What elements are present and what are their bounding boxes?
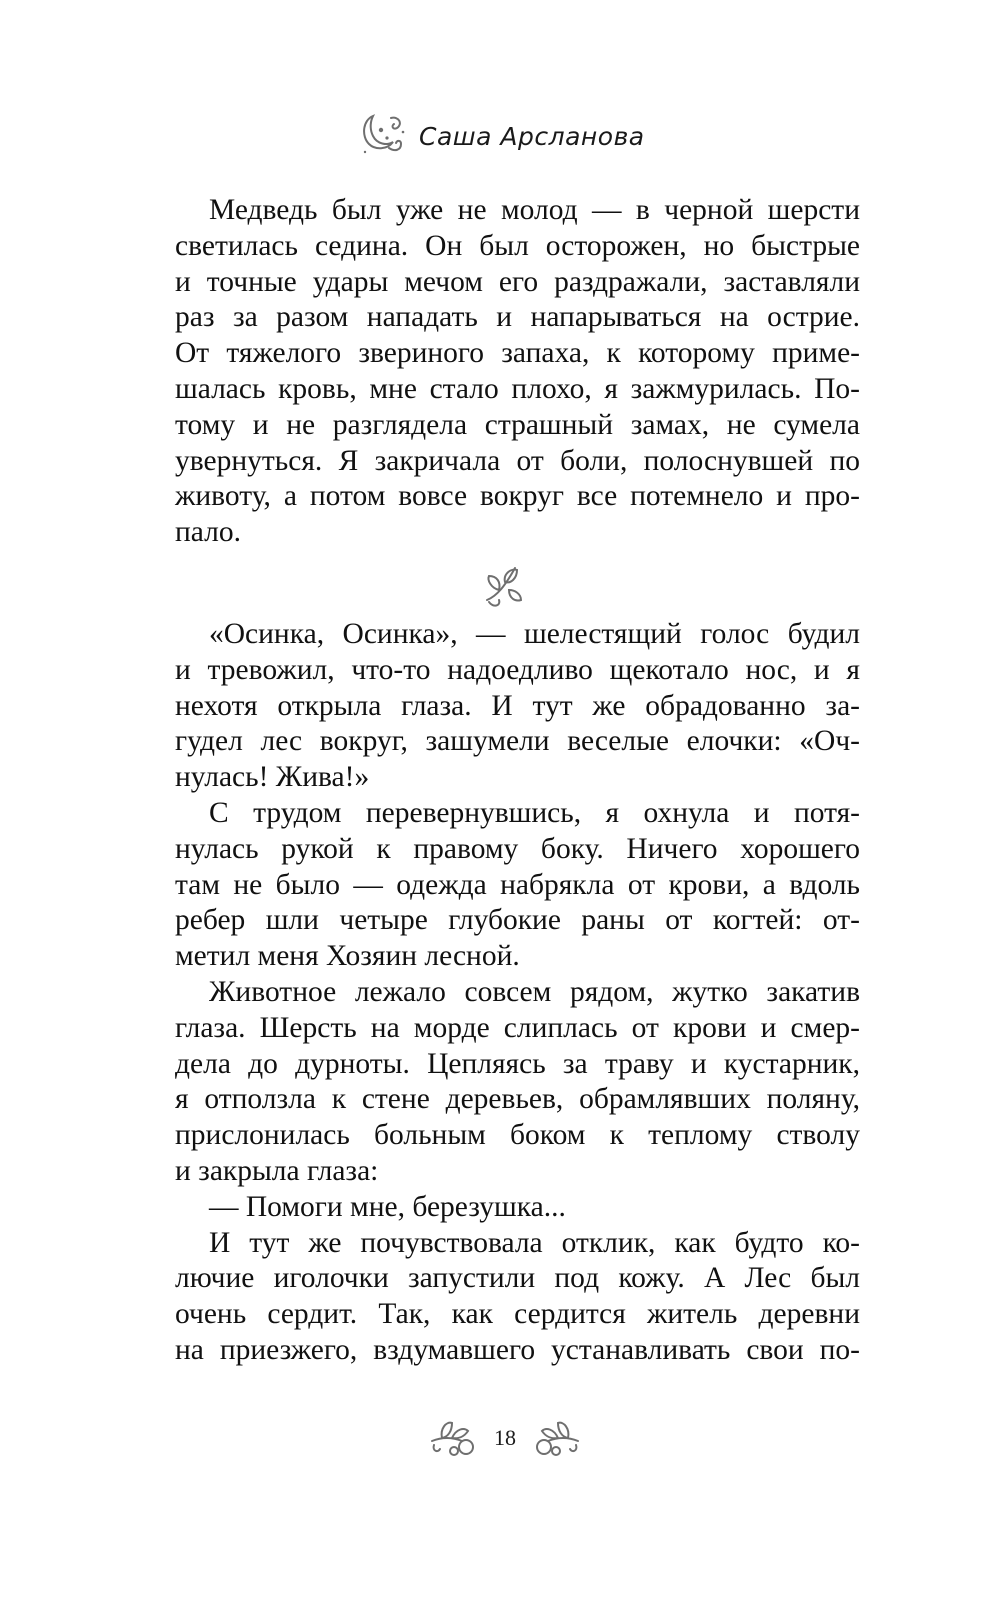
text-line: От тяжелого звериного запаха, к которому приме- xyxy=(175,337,860,370)
running-header xyxy=(355,106,645,166)
text-line: «Осинка, Осинка», — шелестящий голос будил xyxy=(209,618,860,650)
text-line: пало. xyxy=(175,516,241,549)
text-line: и точные удары мечом его раздражали, заставляли xyxy=(175,265,860,298)
text-line: С трудом перевернувшись, я охнула и потя- xyxy=(209,796,860,829)
page-number: 18 xyxy=(494,1425,516,1450)
text-line: дела до дурноты. Цепляясь за траву и кустарник, xyxy=(175,1047,860,1080)
text-line: и тревожил, что-то надоедливо щекотало нос, и я xyxy=(175,653,860,686)
text-line: и закрыла глаза: xyxy=(175,1154,379,1187)
text-line: ребер шли четыре глубокие раны от когтей: от- xyxy=(175,904,860,937)
text-line: — Помоги мне, березушка... xyxy=(209,1190,566,1223)
moon-floral-ornament-icon xyxy=(355,108,411,164)
text-line: метил меня Хозяин лесной. xyxy=(175,940,520,973)
page-footer xyxy=(425,1408,585,1468)
text-line: лючие иголочки запустили под кожу. А Лес был xyxy=(175,1262,860,1295)
text-line: раз за разом нападать и напарываться на острие. xyxy=(175,301,860,334)
text-line: Медведь был уже не молод — в черной шерсти xyxy=(209,194,860,226)
leaf-sprig-divider-icon xyxy=(475,556,535,616)
right-berry-sprig-icon xyxy=(526,1411,582,1466)
text-line: светилась седина. Он был осторожен, но быстрые xyxy=(175,229,860,262)
text-line: я отползла к стене деревьев, обрамлявших поляну, xyxy=(175,1083,860,1116)
author-name: Саша Арсланова xyxy=(419,121,645,151)
text-line: нулась! Жива!» xyxy=(175,761,370,794)
text-line: нехотя открыла глаза. И тут же обрадованно за- xyxy=(175,689,860,722)
text-line: гудел лес вокруг, зашумели веселые елочки: «Оч- xyxy=(175,725,860,758)
text-line: И тут же почувствовала отклик, как будто ко- xyxy=(209,1226,860,1259)
text-line: нулась рукой к правому боку. Ничего хорошего xyxy=(175,832,860,865)
text-line: тому и не разглядела страшный замах, не сумела xyxy=(175,408,860,441)
text-line: там не было — одежда набрякла от крови, а вдоль xyxy=(175,868,860,901)
text-line: прислонилась больным боком к теплому стволу xyxy=(175,1119,860,1152)
text-line: шалась кровь, мне стало плохо, я зажмурилась. По- xyxy=(175,372,860,405)
paragraph-block xyxy=(175,617,860,1369)
text-line: увернуться. Я закричала от боли, полоснувшей по xyxy=(175,444,860,477)
paragraph-block xyxy=(175,193,860,551)
text-line: очень сердит. Так, как сердится житель деревни xyxy=(175,1298,860,1331)
text-line: Животное лежало совсем рядом, жутко закатив xyxy=(209,975,860,1008)
text-line: на приезжего, вздумавшего устанавливать свои по- xyxy=(175,1333,860,1366)
text-line: глаза. Шерсть на морде слиплась от крови и смер- xyxy=(175,1011,860,1044)
left-berry-sprig-icon xyxy=(428,1411,484,1466)
text-line: животу, а потом вовсе вокруг все потемнело и про- xyxy=(175,480,860,513)
